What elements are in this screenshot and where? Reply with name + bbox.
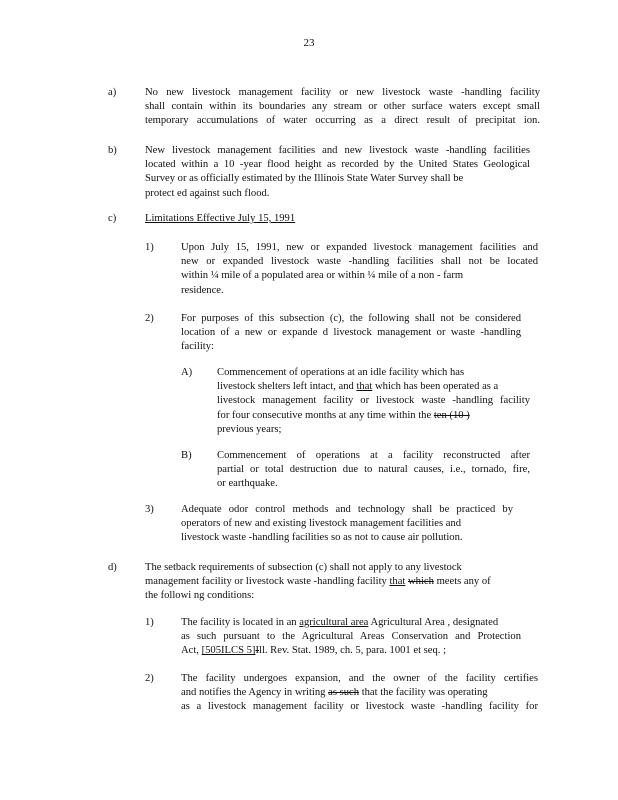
text-line: Commencement of operations at an idle facility which has bbox=[217, 367, 465, 378]
deleted-text: ten (10 ) bbox=[433, 409, 470, 421]
item-d2-paragraph bbox=[181, 672, 538, 715]
section-a-label: a) bbox=[108, 87, 117, 98]
text-line bbox=[217, 409, 530, 423]
item-c2-label: 2) bbox=[145, 313, 154, 324]
text-line: within ¼ mile of a populated area or within ¼ mile of a non - farm bbox=[181, 270, 464, 282]
item-c3-label: 3) bbox=[145, 504, 154, 515]
text-run: and notifies the Agency in writing bbox=[181, 687, 326, 699]
subitem-b-paragraph bbox=[217, 449, 530, 492]
subitem-b-label: B) bbox=[181, 450, 192, 461]
deleted-text: I bbox=[255, 645, 259, 657]
item-d2-label: 2) bbox=[145, 673, 154, 684]
inserted-text: that bbox=[389, 576, 406, 588]
text-line bbox=[181, 616, 521, 630]
item-c3-paragraph bbox=[181, 503, 513, 546]
page-number: 23 bbox=[303, 37, 315, 49]
text-run: livestock shelters left intact, and bbox=[217, 381, 354, 393]
text-line bbox=[181, 644, 521, 658]
inserted-text: agricultural area bbox=[299, 617, 369, 628]
section-c-label: c) bbox=[108, 213, 117, 224]
item-c1-paragraph bbox=[181, 241, 538, 298]
section-d-paragraph bbox=[145, 561, 530, 604]
item-c1-label: 1) bbox=[145, 242, 154, 253]
section-a-paragraph bbox=[145, 86, 540, 129]
text-run: meets any of bbox=[436, 576, 491, 588]
text-line: protect ed against such flood. bbox=[145, 187, 270, 199]
text-run: for four consecutive months at any time within the bbox=[217, 409, 432, 421]
text-run: Agricultural Area , designated bbox=[370, 617, 499, 628]
text-line: location of a new or expande d livestock management or waste -handling bbox=[181, 327, 521, 339]
inserted-text: that bbox=[356, 381, 373, 393]
inserted-text: [505ILCS 5] bbox=[201, 645, 256, 657]
text-line: or earthquake. bbox=[217, 478, 278, 490]
text-run: ll. Rev. Stat. 1989, ch. 5, para. 1001 et seq. ; bbox=[259, 645, 447, 657]
text-line: For purposes of this subsection (c), the following shall not be considered bbox=[181, 313, 521, 324]
item-c2-paragraph bbox=[181, 312, 521, 355]
text-line: partial or total destruction due to natural causes, i.e., tornado, fire, bbox=[217, 464, 530, 476]
text-line: The facility undergoes expansion, and the owner of the facility certifies bbox=[181, 673, 538, 684]
section-b-paragraph bbox=[145, 144, 530, 201]
text-line bbox=[181, 686, 538, 700]
item-d1-paragraph bbox=[181, 616, 521, 659]
text-line: temporary accumulations of water occurring as a direct result of precipitat ion. bbox=[145, 115, 540, 127]
section-d-label: d) bbox=[108, 562, 117, 573]
text-line: residence. bbox=[181, 284, 224, 296]
section-c-heading bbox=[145, 212, 295, 226]
text-line: located within a 10 -year flood height as recorded by the United States Geological bbox=[145, 159, 530, 171]
text-line: No new livestock management facility or new livestock waste -handling facility bbox=[145, 87, 540, 98]
text-line: Adequate odor control methods and technology shall be practiced by bbox=[181, 504, 513, 515]
text-line: as such pursuant to the Agricultural Areas Conservation and Protection bbox=[181, 631, 521, 643]
subitem-a-paragraph bbox=[217, 366, 530, 437]
text-line: the followi ng conditions: bbox=[145, 590, 255, 602]
text-line: New livestock management facilities and new livestock waste -handling facilities bbox=[145, 145, 530, 156]
text-line: livestock waste -handling facilities so as not to cause air pollution. bbox=[181, 532, 463, 544]
text-line: as a livestock management facility or livestock waste -handling facility for bbox=[181, 701, 538, 713]
text-run: that the facility was operating bbox=[361, 687, 488, 699]
section-b-label: b) bbox=[108, 145, 117, 156]
text-line: The setback requirements of subsection (c) shall not apply to any livestock bbox=[145, 562, 462, 573]
heading-underlined: Limitations Effective July 15, 1991 bbox=[145, 213, 296, 224]
text-line: livestock management facility or livestock waste -handling facility bbox=[217, 395, 530, 407]
item-d1-label: 1) bbox=[145, 617, 154, 628]
text-line: new or expanded livestock waste -handling facilities shall not be located bbox=[181, 256, 538, 268]
text-line: previous years; bbox=[217, 423, 282, 435]
text-line: operators of new and existing livestock management facilities and bbox=[181, 518, 462, 530]
text-run: which has been operated as a bbox=[375, 381, 499, 393]
deleted-text: which bbox=[408, 576, 434, 588]
deleted-text: as such bbox=[328, 687, 360, 699]
text-line: facility: bbox=[181, 341, 214, 353]
text-line: shall contain within its boundaries any stream or other surface waters except small bbox=[145, 101, 540, 113]
text-line bbox=[217, 380, 530, 394]
text-run: The facility is located in an bbox=[181, 617, 297, 628]
subitem-a-label: A) bbox=[181, 367, 193, 378]
text-run: management facility or livestock waste -handling facility bbox=[145, 576, 387, 588]
text-line: Upon July 15, 1991, new or expanded livestock management facilities and bbox=[181, 242, 538, 253]
text-line: Commencement of operations at a facility reconstructed after bbox=[217, 450, 530, 461]
text-line: Survey or as officially estimated by the Illinois State Water Survey shall be bbox=[145, 173, 464, 185]
text-line bbox=[145, 575, 530, 589]
text-run: Act, bbox=[181, 645, 199, 657]
